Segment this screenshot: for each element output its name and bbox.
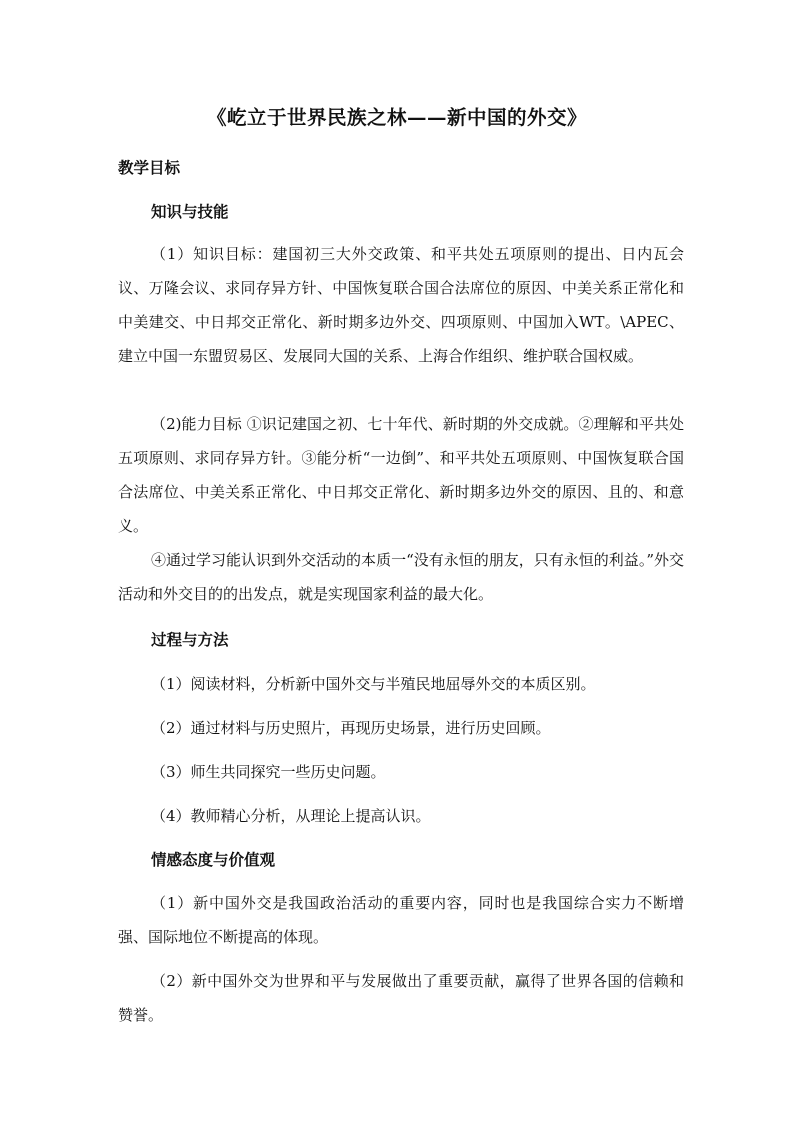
knowledge-paragraph-1: （1）知识目标：建国初三大外交政策、和平共处五项原则的提出、日内瓦会议、万隆会议、求同存异方针、中国恢复联合国合法席位的原因、中美关系正常化和中美建交、中日邦交正常化、新时期多边外交、四项原则、中国加入WT。\APEC、建立中国一东盟贸易区、发展同大国的关系、上海合作组织、维护联合国权威。 [118, 245, 684, 365]
subheading-attitude: 情感态度与价值观 [151, 850, 276, 869]
subheading-knowledge: 知识与技能 [151, 202, 229, 221]
process-item-3: （3）师生共同探究一些历史问题。 [151, 763, 386, 781]
process-item-4: （4）教师精心分析，从理论上提高认识。 [151, 807, 431, 825]
knowledge-paragraph-2: （2)能力目标 ①识记建国之初、七十年代、新时期的外交成就。②理解和平共处五项原则、求同存异方针。③能分析“一边倒”、和平共处五项原则、中国恢复联合国合法席位、中美关系正常化、中日邦交正常化、新时期多边外交的原因、且的、和意义。 [118, 415, 684, 535]
attitude-paragraph-1: （1）新中国外交是我国政治活动的重要内容，同时也是我国综合实力不断增强、国际地位不断提高的体现。 [118, 894, 684, 946]
knowledge-paragraph-3: ④通过学习能认识到外交活动的本质一“没有永恒的朋友，只有永恒的利益。”外交活动和外交目的的出发点，就是实现国家利益的最大化。 [118, 551, 684, 603]
attitude-paragraph-2: （2）新中国外交为世界和平与发展做出了重要贡献，赢得了世界各国的信赖和赞誉。 [118, 972, 684, 1024]
document-title: 《屹立于世界民族之林——新中国的外交》 [206, 106, 587, 129]
process-item-1: （1）阅读材料，分析新中国外交与半殖民地屈辱外交的本质区别。 [151, 675, 596, 693]
process-item-2: （2）通过材料与历史照片，再现历史场景，进行历史回顾。 [151, 719, 551, 737]
subheading-process: 过程与方法 [151, 630, 229, 649]
section-heading-goals: 教学目标 [118, 158, 181, 177]
